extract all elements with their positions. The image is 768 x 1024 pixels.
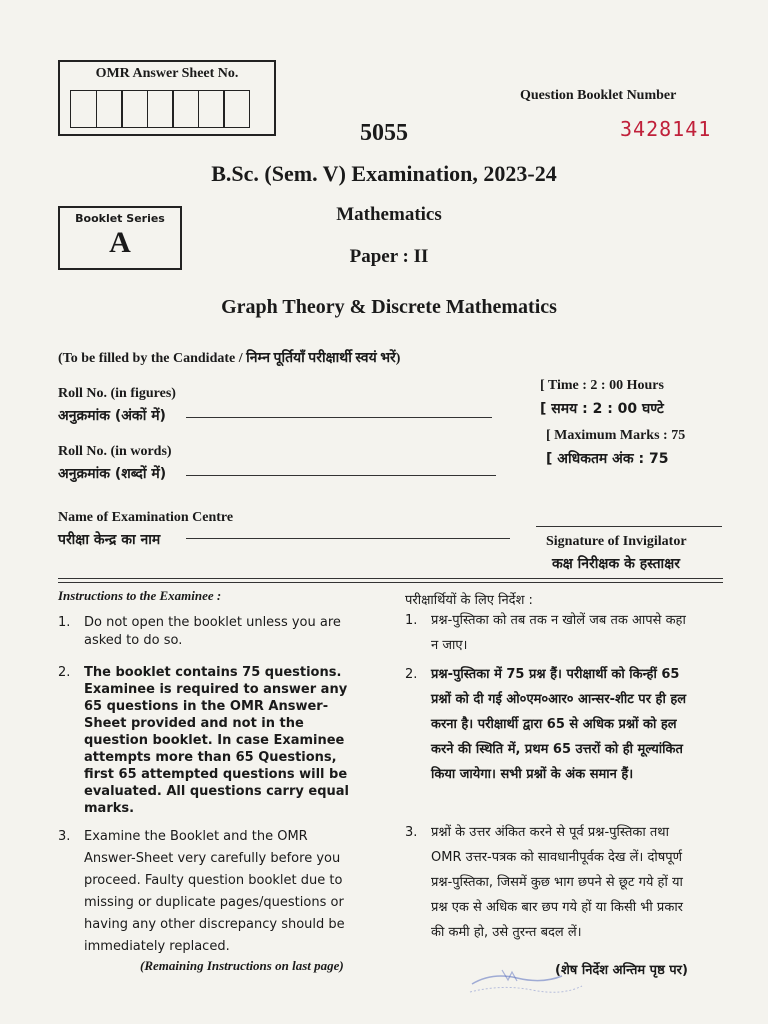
instruction-line: The booklet contains 75 questions. [84, 665, 342, 680]
instruction-line: किया जायेगा। सभी प्रश्नों के अंक समान हैं। [431, 767, 634, 782]
roll-words-label: Roll No. (in words) [58, 444, 172, 459]
remaining-instructions-note: (Remaining Instructions on last page) [140, 958, 344, 973]
max-marks-label-hindi: [ अधिकतम अंक : 75 [546, 451, 669, 467]
instruction-number: 2. [405, 667, 418, 682]
instruction-line: having any other discrepancy should be [84, 917, 345, 932]
instruction-line: करने की स्थिति में, प्रथम 65 उत्तरों को ही मूल्यांकित [431, 742, 683, 757]
max-marks-label: [ Maximum Marks : 75 [546, 428, 686, 443]
instruction-line: marks. [84, 801, 135, 816]
paper-number: Paper : II [349, 246, 429, 267]
course-title: Graph Theory & Discrete Mathematics [221, 296, 557, 318]
instruction-number: 3. [405, 825, 418, 840]
booklet-series-box [58, 206, 182, 270]
instructions-title: Instructions to the Examinee : [58, 588, 222, 603]
instruction-line: प्रश्नों के उत्तर अंकित करने से पूर्व प्रश्न-पुस्तिका तथा [431, 825, 669, 840]
instruction-item-en-2 [58, 664, 378, 819]
instruction-line: Examine the Booklet and the OMR [84, 829, 308, 844]
instruction-line: question booklet. In case Examinee [84, 733, 345, 748]
instruction-line: प्रश्न-पुस्तिका को तब तक न खोलें जब तक आपसे कहा [431, 613, 686, 628]
roll-figures-label: Roll No. (in figures) [58, 386, 176, 401]
instruction-line: asked to do so. [84, 633, 183, 648]
exam-centre-field[interactable] [186, 538, 510, 539]
invigilator-signature-label: Signature of Invigilator [546, 534, 687, 549]
instruction-number: 3. [58, 829, 71, 844]
exam-centre-label-hindi: परीक्षा केन्द्र का नाम [58, 532, 161, 548]
booklet-series-label: Booklet Series [75, 212, 165, 225]
instruction-line: OMR उत्तर-पत्रक को सावधानीपूर्वक देख लें। दोषपूर्ण [431, 850, 683, 865]
instruction-line: प्रश्न-पुस्तिका, जिसमें कुछ भाग छपने से छूट गये हों या [431, 875, 683, 890]
roll-figures-field[interactable] [186, 417, 492, 418]
instruction-item-en-3 [58, 826, 378, 956]
instruction-number: 2. [58, 665, 71, 680]
instruction-line: immediately replaced. [84, 939, 230, 954]
instruction-line: missing or duplicate pages/questions or [84, 895, 344, 910]
instruction-number: 1. [405, 613, 418, 628]
candidate-fill-note: (To be filled by the Candidate / निम्न पूर्तियाँ परीक्षार्थी स्वयं भरें) [58, 351, 401, 366]
instruction-item-en-1 [58, 614, 378, 654]
time-label: [ Time : 2 : 00 Hours [540, 378, 664, 393]
instruction-line: प्रश्न एक से अधिक बार छप गये हों या किसी भी प्रकार [431, 900, 683, 915]
invigilator-signature-label-hindi: कक्ष निरीक्षक के हस्ताक्षर [552, 556, 680, 572]
exam-centre-label: Name of Examination Centre [58, 510, 234, 525]
instruction-line: न जाए। [431, 638, 468, 653]
instruction-number: 1. [58, 615, 71, 630]
roll-words-field[interactable] [186, 475, 496, 476]
roll-figures-label-hindi: अनुक्रमांक (अंकों में) [58, 408, 166, 424]
section-divider [58, 582, 723, 583]
instruction-line: Answer-Sheet very carefully before you [84, 851, 341, 866]
instruction-line: 65 questions in the OMR Answer- [84, 699, 329, 714]
instruction-line: Do not open the booklet unless you are [84, 615, 341, 630]
section-divider [58, 578, 723, 579]
instruction-line: attempts more than 65 Questions, [84, 750, 337, 765]
instruction-line: की कमी हो, उसे तुरन्त बदल लें। [431, 925, 582, 940]
time-label-hindi: [ समय : 2 : 00 घण्टे [540, 401, 664, 417]
instruction-line: करना है। परीक्षार्थी द्वारा 65 से अधिक प्रश्नों को हल [431, 717, 677, 732]
roll-words-label-hindi: अनुक्रमांक (शब्दों में) [58, 466, 167, 482]
question-booklet-number-value: 3428141 [620, 117, 712, 141]
instruction-line: proceed. Faulty question booklet due to [84, 873, 343, 888]
booklet-series-value: A [109, 226, 131, 259]
instruction-item-hi-2 [405, 662, 735, 792]
subject-title: Mathematics [336, 204, 442, 225]
instruction-line: evaluated. All questions carry equal [84, 784, 349, 799]
invigilator-signature-line[interactable] [536, 526, 722, 527]
paper-code: 5055 [360, 120, 408, 146]
instruction-line: प्रश्नों को दी गई ओ०एम०आर० आन्सर-शीट पर ही हल [431, 692, 687, 707]
instruction-line: first 65 attempted questions will be [84, 767, 348, 782]
omr-sheet-title: OMR Answer Sheet No. [95, 66, 239, 81]
instruction-item-hi-1 [405, 608, 735, 660]
exam-title: B.Sc. (Sem. V) Examination, 2023-24 [211, 161, 557, 186]
instruction-line: Sheet provided and not in the [84, 716, 304, 731]
instructions-title-hindi: परीक्षार्थियों के लिए निर्देश : [405, 593, 533, 608]
instruction-item-hi-3 [405, 820, 735, 950]
instruction-line: Examinee is required to answer any [84, 682, 348, 697]
remaining-instructions-note-hindi: (शेष निर्देश अन्तिम पृष्ठ पर) [555, 963, 688, 978]
instruction-line: प्रश्न-पुस्तिका में 75 प्रश्न हैं। परीक्षार्थी को किन्हीं 65 [431, 667, 680, 682]
question-booklet-number-label: Question Booklet Number [520, 88, 677, 103]
